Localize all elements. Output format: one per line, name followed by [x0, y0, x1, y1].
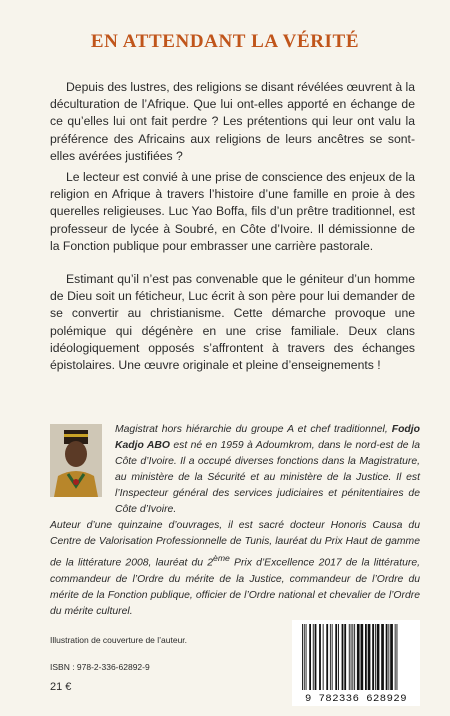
bio-details: est né en 1959 à Adoumkrom, dans le nord-est de la Côte d’Ivoire. Il a occupé diverses fonctions dans la Magistrature, au ministère de la Sécurité et au ministère de la Justice. Il est l’Inspecteur général des services judiciaires et pénitentiaires de Côte d’Ivoire. [115, 440, 420, 516]
bio-awards-sup: ème [213, 553, 230, 564]
author-name: Fodjo Kadjo ABO [115, 424, 420, 452]
barcode-bar [349, 624, 350, 690]
price: 21 € [50, 681, 72, 693]
barcode-bar [323, 624, 324, 690]
barcode-bar [361, 624, 364, 690]
isbn: ISBN : 978-2-336-62892-9 [50, 662, 150, 672]
barcode-bars [292, 620, 420, 692]
barcode-bar [302, 624, 303, 690]
barcode-bar [332, 624, 333, 690]
barcode-bar [397, 624, 398, 690]
barcode-bar [388, 624, 389, 690]
barcode-bar [390, 624, 393, 690]
barcode-bar [309, 624, 311, 690]
blurb-paragraph-2: Le lecteur est convié à une prise de conscience des enjeux de la religion en Afrique à travers l’histoire d’une famille en proie à des querelles religieuses. Luc Yao Boffa, fils d’un prêtre traditionnel, est professeur de lycée à Soubré, en Côte d’Ivoire. Il démissionne de la Fonction publique pour embrasser une carrière pastorale. [50, 170, 415, 253]
author-portrait-icon [50, 424, 102, 497]
barcode-bar [313, 624, 314, 690]
book-title: EN ATTENDANT LA VÉRITÉ [90, 31, 360, 52]
barcode-bar [351, 624, 352, 690]
barcode-bar [304, 624, 305, 690]
author-photo [50, 424, 102, 497]
barcode-bar [306, 624, 307, 690]
barcode-bar [375, 624, 376, 690]
barcode-bar [386, 624, 388, 690]
barcode-bar [315, 624, 317, 690]
barcode-bar [377, 624, 380, 690]
bio-awards-b: Prix d’Excellence 2017 de la littérature, commandeur de l’Ordre du mérite de la Justice, commandeur de l’Ordre du mérite de la Fonction publique, officier de l’Ordre national et chevalier de l’Ordre du mérite culturel. [50, 557, 420, 617]
barcode-bar [319, 624, 321, 690]
cover-credit: Illustration de couverture de l’auteur. [50, 635, 188, 645]
barcode-bar [342, 624, 344, 690]
barcode [292, 620, 420, 706]
bio-awards-a: Auteur d’une quinzaine d’ouvrages, il est sacré docteur Honoris Causa du Centre de Valorisation Professionnelle de Tunis, lauréat du Prix Haut de gamme de la littérature 2008, lauréat du 2 [50, 520, 420, 569]
barcode-bar [338, 624, 339, 690]
blurb-paragraph-3: Estimant qu’il n’est pas convenable que le géniteur d’un homme de Dieu soit un féticheur, Luc écrit à son père pour lui demander de se convertir au christianisme. Cette démarche provoque une polémique qui dégénère en une crise familiale. Deux clans idéologiquement opposés s’affrontent à travers des échanges épistolaires. Une œuvre originale et pleine d’enseignements ! [50, 272, 415, 373]
barcode-bar [381, 624, 384, 690]
barcode-bar [352, 624, 353, 690]
barcode-bar [344, 624, 346, 690]
barcode-bar [368, 624, 371, 690]
author-bio [115, 422, 420, 519]
bio-intro: Magistrat hors hiérarchie du groupe A et chef traditionnel, [115, 424, 388, 435]
barcode-bar [372, 624, 374, 690]
barcode-bar [326, 624, 328, 690]
barcode-bar [330, 624, 331, 690]
barcode-bar [354, 624, 355, 690]
barcode-bar [357, 624, 360, 690]
barcode-bar [365, 624, 367, 690]
blurb-paragraph-1: Depuis des lustres, des religions se disant révélées œuvrent à la déculturation de l’Afrique. Que lui ont-elles apporté en échange de ce qu’elles lui ont fait perdre ? Les prétentions qui leur ont valu la préférence des Africains aux religions de leurs ancêtres se sont-elles avérées justifiées ? [50, 80, 415, 163]
barcode-bar [335, 624, 337, 690]
author-bio-continued [50, 518, 420, 620]
barcode-bar [395, 624, 396, 690]
barcode-number: 9 782336 628929 [304, 693, 407, 705]
